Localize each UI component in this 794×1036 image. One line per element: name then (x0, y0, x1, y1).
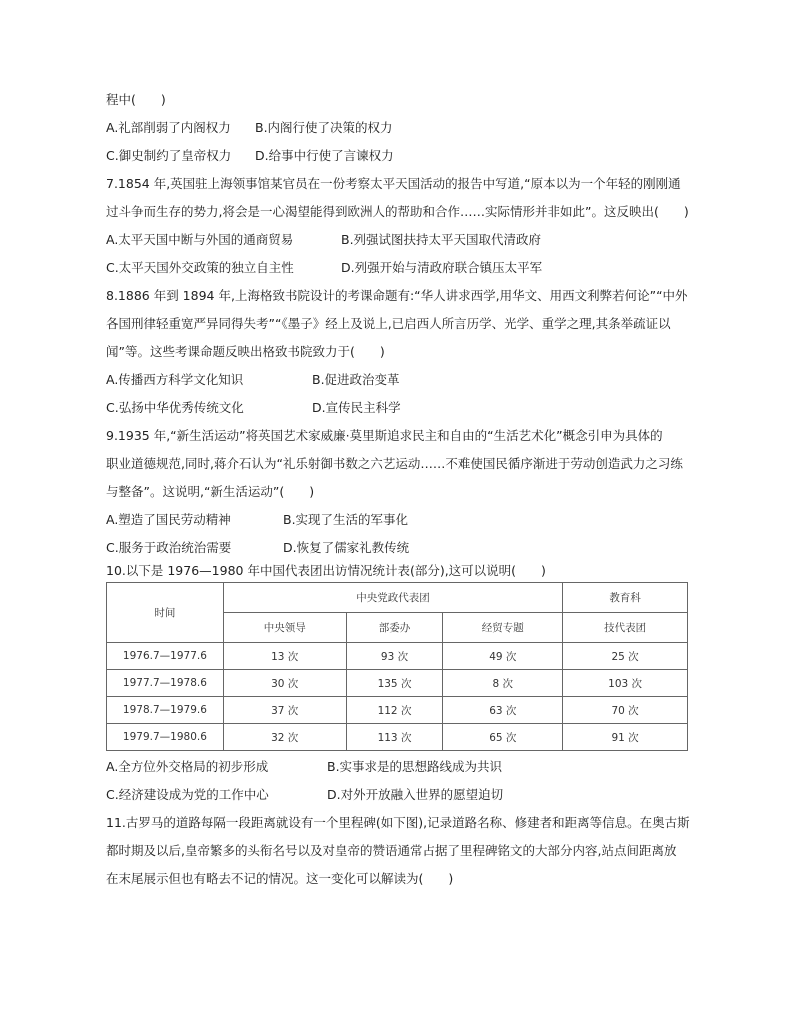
table-cell: 30 次 (223, 670, 346, 697)
header-central-leaders: 中央领导 (223, 613, 346, 643)
q8-stem-2: 各国刑律轻重宽严异同得失考”“《墨子》经上及说上,已启西人所言历学、光学、重学之理,其条举疏证以 (106, 316, 671, 331)
table-cell: 1976.7—1977.6 (107, 643, 224, 670)
table-cell: 112 次 (346, 697, 443, 724)
q10-option-d: D.对外开放融入世界的愿望迫切 (327, 787, 504, 802)
q9-stem-3: 与整备”。这说明,“新生活运动”( ) (106, 484, 315, 499)
table-cell: 1978.7—1979.6 (107, 697, 224, 724)
q8-stem-1: 8.1886 年到 1894 年,上海格致书院设计的考课命题有:“华人讲求西学,用华文、用西文利弊若何论”“中外 (106, 288, 688, 303)
q9-option-c: C.服务于政治统治需要 (106, 540, 232, 555)
table-row (107, 724, 688, 751)
table-cell: 32 次 (223, 724, 346, 751)
header-ministries: 部委办 (346, 613, 443, 643)
q7-option-c: C.太平天国外交政策的独立自主性 (106, 260, 294, 275)
q6-stem-end: 程中( ) (106, 92, 166, 107)
q7-option-a: A.太平天国中断与外国的通商贸易 (106, 232, 294, 247)
q8-option-b: B.促进政治变革 (312, 372, 400, 387)
q9-option-d: D.恢复了儒家礼教传统 (283, 540, 410, 555)
header-central-delegation: 中央党政代表团 (223, 583, 562, 613)
q10-option-c: C.经济建设成为党的工作中心 (106, 787, 269, 802)
q7-stem-1: 7.1854 年,英国驻上海领事馆某官员在一份考察太平天国活动的报告中写道,“原本以为一个年轻的刚刚通 (106, 176, 681, 191)
table-cell: 25 次 (563, 643, 688, 670)
q8-option-c: C.弘扬中华优秀传统文化 (106, 400, 244, 415)
q9-option-b: B.实现了生活的军事化 (283, 512, 409, 527)
table-row (107, 697, 688, 724)
q8-option-a: A.传播西方科学文化知识 (106, 372, 244, 387)
q7-option-b: B.列强试图扶持太平天国取代清政府 (341, 232, 542, 247)
q10-option-b: B.实事求是的思想路线成为共识 (327, 759, 503, 774)
header-trade: 经贸专题 (443, 613, 563, 643)
table-row (107, 643, 688, 670)
q8-option-d: D.宣传民主科学 (312, 400, 401, 415)
q9-option-a: A.塑造了国民劳动精神 (106, 512, 231, 527)
q9-stem-2: 职业道德规范,同时,蒋介石认为“礼乐射御书数之六艺运动……不难使国民循序渐进于劳动创造武力之习练 (106, 456, 683, 471)
q11-stem-3: 在末尾展示但也有略去不记的情况。这一变化可以解读为( ) (106, 871, 454, 886)
header-time: 时间 (107, 583, 224, 643)
table-cell: 91 次 (563, 724, 688, 751)
q8-stem-3: 闻”等。这些考课命题反映出格致书院致力于( ) (106, 344, 385, 359)
q11-stem-2: 都时期及以后,皇帝繁多的头衔名号以及对皇帝的赞语通常占据了里程碑铭文的大部分内容,站点间距离放 (106, 843, 677, 858)
table-row (107, 670, 688, 697)
table-cell: 103 次 (563, 670, 688, 697)
table-cell: 63 次 (443, 697, 563, 724)
table-cell: 70 次 (563, 697, 688, 724)
table-cell: 8 次 (443, 670, 563, 697)
q9-stem-1: 9.1935 年,“新生活运动”将英国艺术家威廉·莫里斯追求民主和自由的“生活艺术化”概念引申为具体的 (106, 428, 663, 443)
table-cell: 1977.7—1978.6 (107, 670, 224, 697)
table-cell: 37 次 (223, 697, 346, 724)
q10-option-a: A.全方位外交格局的初步形成 (106, 759, 269, 774)
table-cell: 1979.7—1980.6 (107, 724, 224, 751)
table-cell: 49 次 (443, 643, 563, 670)
table-cell: 13 次 (223, 643, 346, 670)
delegation-stats-table (106, 582, 688, 751)
q7-option-d: D.列强开始与清政府联合镇压太平军 (341, 260, 543, 275)
header-edu-tech-2: 技代表团 (563, 613, 688, 643)
table-cell: 135 次 (346, 670, 443, 697)
q11-stem-1: 11.古罗马的道路每隔一段距离就设有一个里程碑(如下图),记录道路名称、修建者和距离等信息。在奥古斯 (106, 815, 690, 830)
table-cell: 93 次 (346, 643, 443, 670)
header-edu-tech-1: 教育科 (563, 583, 688, 613)
q10-stem: 10.以下是 1976—1980 年中国代表团出访情况统计表(部分),这可以说明( ) (106, 563, 546, 578)
table-cell: 65 次 (443, 724, 563, 751)
q6-option-c: C.御史制约了皇帝权力 (106, 148, 232, 163)
q6-option-b: B.内阁行使了决策的权力 (255, 120, 393, 135)
table-cell: 113 次 (346, 724, 443, 751)
q6-option-a: A.礼部削弱了内阁权力 (106, 120, 231, 135)
q6-option-d: D.给事中行使了言谏权力 (255, 148, 394, 163)
q7-stem-2: 过斗争而生存的势力,将会是一心渴望能得到欧洲人的帮助和合作……实际情形并非如此”。这反映出( ) (106, 204, 689, 219)
